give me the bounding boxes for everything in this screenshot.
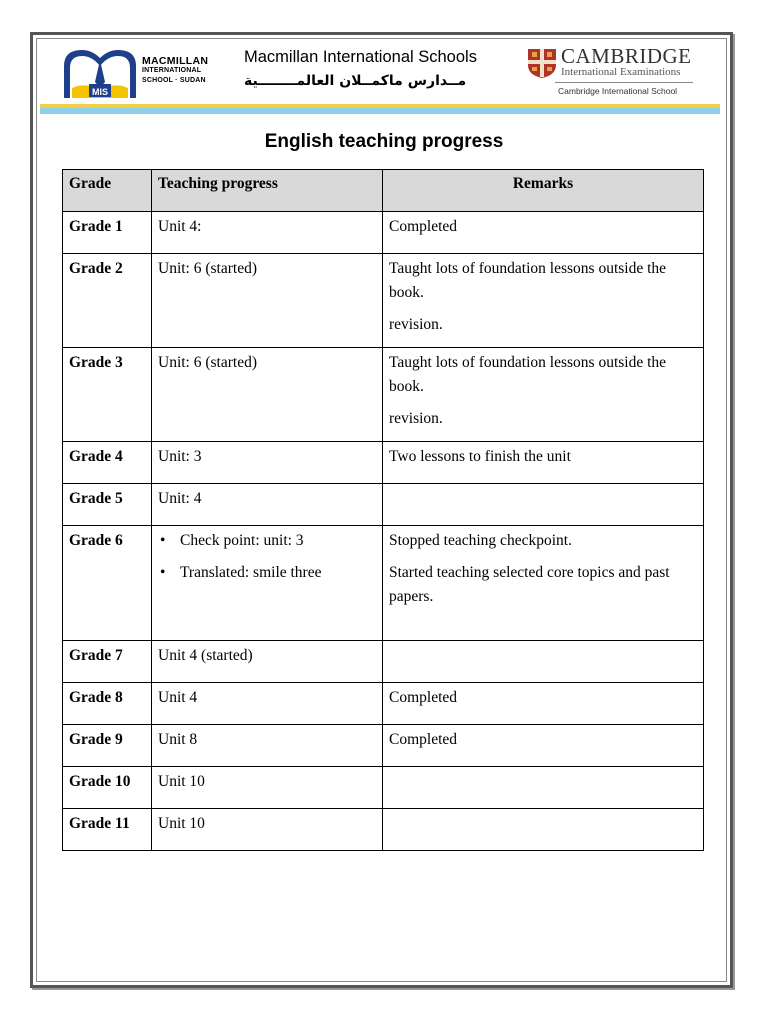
progress-cell xyxy=(152,641,383,683)
remarks-cell xyxy=(383,683,704,725)
progress-bullet-item: • Check point: unit: 3 xyxy=(158,529,376,553)
remarks-cell xyxy=(383,767,704,809)
progress-cell xyxy=(152,348,383,442)
mis-name-line-3: SCHOOL · SUDAN xyxy=(142,77,206,84)
table-header-row xyxy=(63,170,704,212)
table-row xyxy=(63,683,704,725)
progress-text: Unit 4 (started) xyxy=(158,647,253,664)
grade-cell: Grade 6 xyxy=(63,526,152,641)
remark-text: Completed xyxy=(389,218,458,235)
remark-text: Stopped teaching checkpoint. xyxy=(389,532,572,549)
progress-text: Unit 8 xyxy=(158,731,198,748)
grade-cell: Grade 11 xyxy=(63,809,152,851)
table-row xyxy=(63,442,704,484)
grade-cell: Grade 7 xyxy=(63,641,152,683)
grade-cell: Grade 9 xyxy=(63,725,152,767)
table-row xyxy=(63,526,704,641)
progress-cell xyxy=(152,683,383,725)
mis-logo-icon xyxy=(62,44,138,100)
progress-cell xyxy=(152,254,383,348)
progress-text: Unit: 6 (started) xyxy=(158,354,258,371)
progress-text: Unit: 6 (started) xyxy=(158,260,258,277)
progress-cell xyxy=(152,526,383,641)
column-header-grade: Grade xyxy=(63,170,152,212)
grade-cell: Grade 5 xyxy=(63,484,152,526)
remarks-cell xyxy=(383,725,704,767)
school-name-arabic: مــدارس ماكمــلان العالمــــــــية xyxy=(244,73,467,89)
remarks-cell xyxy=(383,442,704,484)
grade-cell: Grade 10 xyxy=(63,767,152,809)
remark-text: Taught lots of foundation lessons outside the book. xyxy=(389,354,667,395)
cambridge-name: CAMBRIDGE xyxy=(561,44,692,68)
remarks-cell xyxy=(383,641,704,683)
grade-cell: Grade 3 xyxy=(63,348,152,442)
cambridge-divider xyxy=(555,82,693,83)
mis-logo-text: MIS xyxy=(91,87,109,97)
progress-text: Unit: 4 xyxy=(158,490,202,507)
remark-text: Completed xyxy=(389,689,458,706)
remark-text: revision. xyxy=(389,316,443,333)
remarks-cell xyxy=(383,484,704,526)
cambridge-subtitle: International Examinations xyxy=(561,66,681,78)
remark-text: revision. xyxy=(389,410,443,427)
progress-table xyxy=(62,169,704,851)
remark-text: Two lessons to finish the unit xyxy=(389,448,571,465)
progress-cell xyxy=(152,484,383,526)
grade-cell: Grade 2 xyxy=(63,254,152,348)
cambridge-shield-icon xyxy=(526,47,558,79)
mis-name-block xyxy=(142,56,208,86)
table-row xyxy=(63,767,704,809)
progress-text: Unit: 3 xyxy=(158,448,202,465)
column-header-progress: Teaching progress xyxy=(152,170,383,212)
remarks-cell xyxy=(383,526,704,641)
table-row xyxy=(63,254,704,348)
remarks-cell xyxy=(383,809,704,851)
grade-cell: Grade 4 xyxy=(63,442,152,484)
table-row xyxy=(63,212,704,254)
cambridge-school-label: Cambridge International School xyxy=(558,86,678,96)
progress-text: Unit 10 xyxy=(158,773,205,790)
column-header-remarks: Remarks xyxy=(383,170,704,212)
remarks-cell xyxy=(383,254,704,348)
school-name-english: Macmillan International Schools xyxy=(244,48,477,66)
table-row xyxy=(63,348,704,442)
progress-cell xyxy=(152,212,383,254)
remark-text: Taught lots of foundation lessons outside the book. xyxy=(389,260,667,301)
mis-name-line-1: MACMILLAN xyxy=(142,55,209,67)
table-row xyxy=(63,641,704,683)
progress-cell xyxy=(152,725,383,767)
table-row xyxy=(63,809,704,851)
progress-text: Unit 10 xyxy=(158,815,205,832)
progress-text: Unit 4: xyxy=(158,218,202,235)
progress-text: Unit 4 xyxy=(158,689,198,706)
mis-name-line-2: INTERNATIONAL xyxy=(142,67,202,74)
remarks-cell xyxy=(383,212,704,254)
remark-text: Completed xyxy=(389,731,458,748)
grade-cell: Grade 8 xyxy=(63,683,152,725)
grade-cell: Grade 1 xyxy=(63,212,152,254)
progress-cell xyxy=(152,767,383,809)
document-title: English teaching progress xyxy=(264,131,504,152)
table-row xyxy=(63,725,704,767)
remarks-cell xyxy=(383,348,704,442)
remark-text: Started teaching selected core topics and past papers. xyxy=(389,564,670,605)
progress-cell xyxy=(152,809,383,851)
progress-cell xyxy=(152,442,383,484)
header-band-blue xyxy=(40,108,720,114)
progress-bullet-item: • Translated: smile three xyxy=(158,561,376,585)
table-row xyxy=(63,484,704,526)
